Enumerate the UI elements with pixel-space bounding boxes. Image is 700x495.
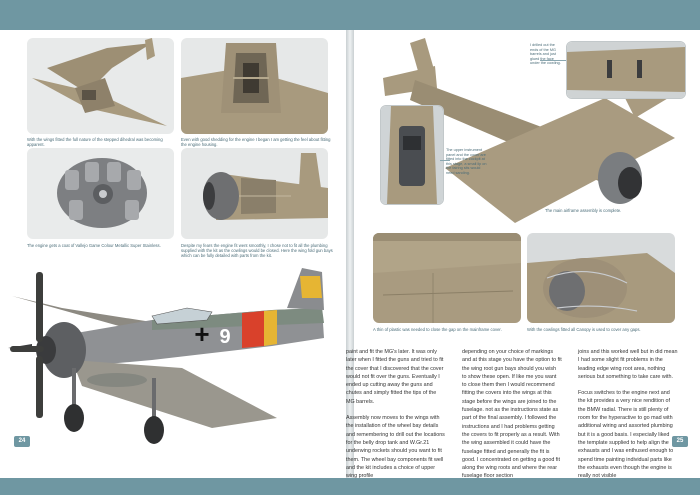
wing-gap-image: [373, 233, 521, 323]
engine-image: [27, 148, 174, 239]
caption-cowling: With the cowlings fitted all Canopy is used to cover any gaps.: [527, 327, 641, 332]
article-column-3: [578, 348, 678, 488]
caption-cockpit-open: Even with good shedding for the engine I began I am getting the feel about fitting the engine housing.: [181, 137, 331, 147]
fuselage-code: 9: [219, 326, 231, 348]
photo-cockpit-open: [181, 38, 328, 134]
photo-wing-gap: [373, 233, 521, 323]
callout-cockpit: The upper instrument panel and the cover are fitted into the cockpit at this stage, a small lip on the fairing sits would need sanding.: [446, 148, 487, 175]
photo-engine-fitted: [181, 148, 328, 239]
top-band: [0, 0, 700, 30]
caption-wing-top: With the wings fitted the full nature of the stepped dihedral was becoming apparent.: [27, 137, 163, 147]
caption-main-assembly: The main airframe assembly is complete.: [545, 208, 622, 213]
caption-engine: The engine gets a coat of Vallejo Game Colour Metallic Super Stainless.: [27, 243, 161, 248]
article-paragraph: Assembly now moves to the wings with the installation of the wheel bay details and remembering to drill out the locations for the belly drop tank and W.Gr.21 underwing rockets should you want to fit them. The wheel bay components fit well and the kit includes a choice of upper wing profile: [346, 415, 445, 480]
callout-gun-barrels: I drilled out the ends of the MG barrels and just glued the face under the cowling.: [530, 43, 561, 66]
photo-cockpit-inset: [380, 105, 444, 205]
photo-cowling: [527, 233, 675, 323]
right-page-number: 25: [672, 436, 688, 447]
cockpit-inset-image: [381, 106, 443, 204]
article-column-1: [346, 348, 446, 488]
engine-fitted-image: [181, 148, 328, 239]
cockpit-open-image: [181, 38, 328, 134]
left-page-number: 24: [14, 436, 30, 447]
article-paragraph: paint and fit the MG's later. It was only later when I fitted the guns and tried to fit the cover that I discovered that the cover would not fit over the guns. Eventually I ended up cutting away the guns and chutes and simply fitted the tips of the MG barrels.: [346, 349, 444, 405]
article-paragraph: joins and this worked well but in did mean I had some slight fit problems in the leading edge wing root area, nothing serious but something to take care with.: [578, 349, 678, 380]
caption-wing-gap: A thin of plastic was needed to close the gap on the mainframe cover.: [373, 327, 502, 332]
fw190-model-image: [2, 268, 348, 468]
caption-engine-fitted: Despite my fears the engine fit went smoothly, I chose not to fit all the plumbing supplied with the kit as the cowlings would be closed. Here the wing fold gun bays which can be fully detailed with parts from the kit.: [181, 243, 333, 258]
article-paragraph: depending on your choice of markings and at this stage you have the option to fit the wing root gun bays should you wish to show these open. If like me you want to close them then I would recommend fitting the covers into the wings at this stage before the wings are joined to the fuselage. not as the instructions state as part of the final assembly. I followed the instructions and I had problems getting the covers to fit properly as a result. With the wing assembled it could have the fuselage fitted and generally the fit is good. I concentrated on getting a good fit along the wing roots and where the rear fuselage floor section: [462, 349, 562, 480]
cowling-image: [527, 233, 675, 323]
gun-barrels-inset-image: [567, 42, 685, 98]
callout-line-cockpit: [440, 160, 450, 161]
balkenkreuz-marking: +: [194, 319, 210, 349]
hero-aircraft: [2, 268, 348, 468]
photo-gun-barrels-inset: [566, 41, 686, 99]
photo-wing-top-view: [27, 38, 174, 134]
callout-line-top: [540, 60, 566, 61]
article-column-2: [462, 348, 562, 489]
photo-engine: [27, 148, 174, 239]
wing-top-view-image: [27, 38, 174, 134]
article-paragraph: Focus switches to the engine next and the kit provides a very nice rendition of the BMW radial. There is still plenty of room for the hyperactive to go mad with additional wiring and assorted plumbing but it is a good basis. I especially liked the template supplied to help align the exhausts and I was enthused enough to spend time painting individual parts like the exhausts even though the engine is really not visible: [578, 390, 674, 480]
